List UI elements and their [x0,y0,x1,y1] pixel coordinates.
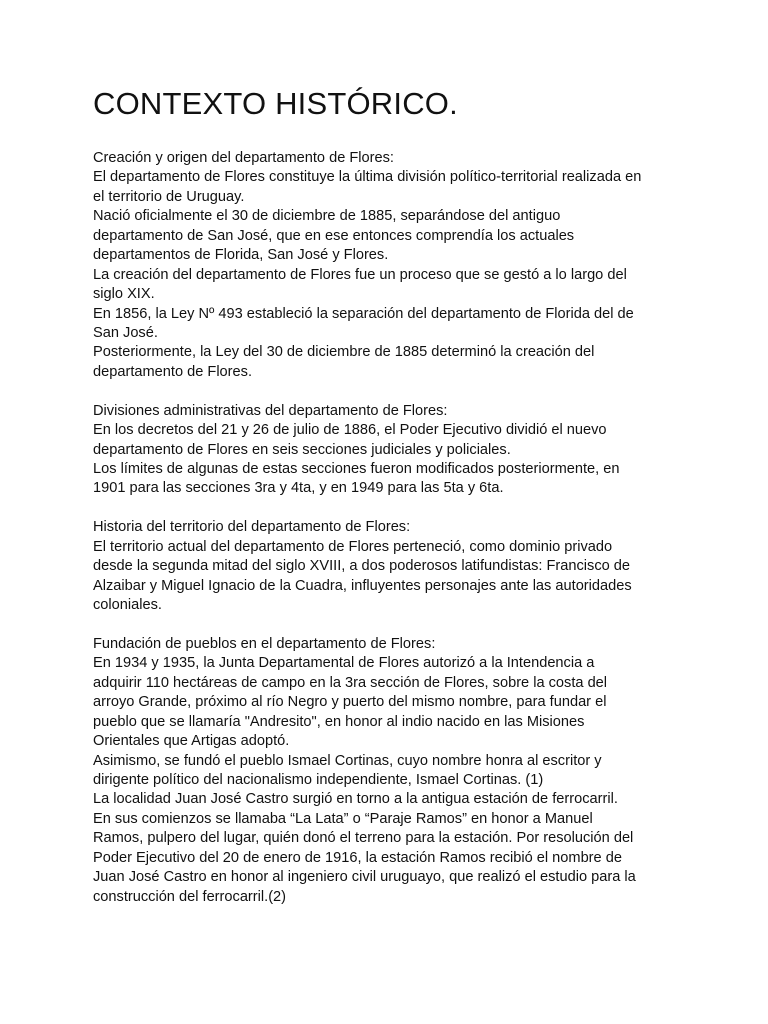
document-body [93,149,693,907]
text-line: Los límites de algunas de estas secciones fueron modificados posteriormente, en [93,461,620,477]
text-line: Juan José Castro en honor al ingeniero civil uruguayo, que realizó el estudio para la [93,869,636,886]
text-line: 1901 para las secciones 3ra y 4ta, y en 1949 para las 5ta y 6ta. [93,480,504,497]
text-line: pueblo que se llamaría "Andresito", en honor al indio nacido en las Misiones [93,713,585,730]
text-line: En 1934 y 1935, la Junta Departamental de Flores autorizó a la Intendencia a [93,655,595,672]
text-line: construcción del ferrocarril.(2) [93,888,287,905]
text-line: Historia del territorio del departamento de Flores: [93,519,411,536]
text-line: Posteriormente, la Ley del 30 de diciembre de 1885 determinó la creación del [93,344,595,361]
text-line: departamento de Flores. [93,363,252,380]
text-line: En sus comienzos se llamaba “La Lata” o “Paraje Ramos” en honor a Manuel [93,810,593,827]
text-line: Alzaibar y Miguel Ignacio de la Cuadra, influyentes personajes ante las autoridades [93,577,632,594]
text-line: adquirir 110 hectáreas de campo en la 3ra sección de Flores, sobre la costa del [93,674,608,691]
text-line: La creación del departamento de Flores fue un proceso que se gestó a lo largo del [93,266,627,283]
text-line: Ramos, pulpero del lugar, quién donó el terreno para la estación. Por resolución del [93,830,634,847]
text-line: siglo XIX. [93,286,155,303]
text-line: Asimismo, se fundó el pueblo Ismael Cortinas, cuyo nombre honra al escritor y [93,752,602,769]
text-line: el territorio de Uruguay. [93,188,245,205]
text-line: El territorio actual del departamento de Flores perteneció, como dominio privado [93,538,613,555]
text-line: coloniales. [93,597,162,614]
text-line: En los decretos del 21 y 26 de julio de 1886, el Poder Ejecutivo dividió el nuevo [93,422,607,439]
text-line: Nació oficialmente el 30 de diciembre de 1885, separándose del antiguo [93,208,561,225]
paragraph-gap [93,499,693,518]
text-line: dirigente político del nacionalismo independiente, Ismael Cortinas. (1) [93,772,544,788]
text-line: En 1856, la Ley Nº 493 estableció la separación del departamento de Florida del de [93,305,634,322]
text-line: La localidad Juan José Castro surgió en torno a la antigua estación de ferrocarril. [93,791,618,808]
text-line: departamento de San José, que en ese entonces comprendía los actuales [93,227,575,244]
text-line: Poder Ejecutivo del 20 de enero de 1916, la estación Ramos recibió el nombre de [93,849,622,866]
paragraph-gap [93,382,693,401]
text-line: departamentos de Florida, San José y Flores. [93,247,389,264]
text-line: departamento de Flores en seis secciones judiciales y policiales. [93,441,511,458]
text-line: El departamento de Flores constituye la última división político-territorial realizada en [93,169,642,186]
text-line: Fundación de pueblos en el departamento de Flores: [93,635,436,652]
text-line: Divisiones administrativas del departamento de Flores: [93,402,448,419]
page-title: CONTEXTO HISTÓRICO. [93,86,458,121]
paragraph-gap [93,616,693,635]
text-line: San José. [93,324,158,341]
text-line: arroyo Grande, próximo al río Negro y puerto del mismo nombre, para fundar el [93,694,607,711]
text-line: Creación y origen del departamento de Flores: [93,150,394,166]
text-line: desde la segunda mitad del siglo XVIII, a dos poderosos latifundistas: Francisco de [93,558,631,575]
text-line: Orientales que Artigas adoptó. [93,733,290,750]
